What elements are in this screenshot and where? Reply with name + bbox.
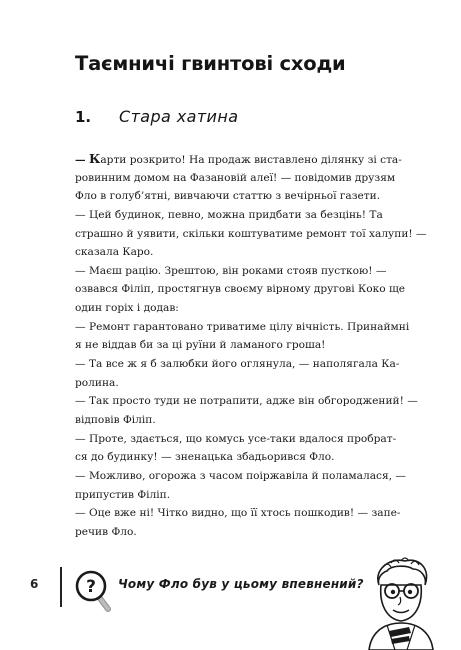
chapter-title: Стара хатина [119, 107, 239, 126]
question-mark: ? [86, 577, 96, 597]
footer-question: Чому Фло був у цьому впевнений? [118, 577, 364, 591]
story-line: один горіх і додав: [75, 302, 179, 315]
story-line: — Та все ж я б залюбки його оглянула, — наполягала Ка- [75, 358, 400, 371]
story-line: страшно й уявити, скільки коштуватиме ремонт тої халупи! — [75, 227, 427, 240]
page-title: Таємничі гвинтові сходи [75, 52, 346, 75]
first-line-text: арти розкрито! На продаж виставлено ділянку зі ста- [100, 154, 402, 166]
story-line: ся до будинку! — зненацька збадьорився Фло. [75, 451, 335, 464]
story-line: — Маєш рацію. Зрештою, він роками стояв пусткою! — [75, 264, 387, 277]
story-line: ровинним домом на Фазановій алеї! — повідомив друзям [75, 171, 396, 184]
boy-with-glasses-illustration [361, 555, 439, 650]
story-line: я не віддав би за ці руїни й ламаного гроша! [75, 339, 326, 352]
story-first-line [75, 150, 415, 169]
story-line: відповів Філіп. [75, 413, 156, 426]
opening-dash: — [75, 154, 86, 166]
story-text [75, 150, 427, 541]
story-line: — Цей будинок, певно, можна придбати за безцінь! Та [75, 208, 383, 221]
story-line: Фло в голуб’ятні, вивчаючи статтю з вечірньої газети. [75, 190, 381, 203]
story-line: ролина. [75, 376, 119, 389]
story-line: — Оце вже ні! Чітко видно, що її хтось пошкодив! — запе- [75, 507, 401, 520]
dropcap-letter: К [88, 151, 101, 166]
story-line: — Так просто туди не потрапити, адже він обгороджений! — [75, 395, 418, 408]
story-line: речив Фло. [75, 525, 137, 538]
story-line: — Ремонт гарантовано триватиме цілу вічність. Принаймні [75, 320, 410, 333]
chapter-number: 1. [75, 108, 92, 126]
story-line: озвався Філіп, простягнув своєму вірному другові Коко ще [75, 283, 406, 296]
footer-divider [60, 567, 62, 607]
story-line: припустив Філіп. [75, 488, 171, 501]
story-line: сказала Каро. [75, 246, 154, 259]
page-footer [0, 555, 461, 650]
magnifier-question-icon [74, 569, 114, 613]
story-line: — Можливо, огорожа з часом поіржавіла й поламалася, — [75, 469, 406, 482]
page-number: 6 [30, 577, 39, 591]
story-line: — Проте, здається, що комусь усе-таки вдалося пробрат- [75, 432, 397, 445]
chapter-heading [75, 107, 238, 131]
